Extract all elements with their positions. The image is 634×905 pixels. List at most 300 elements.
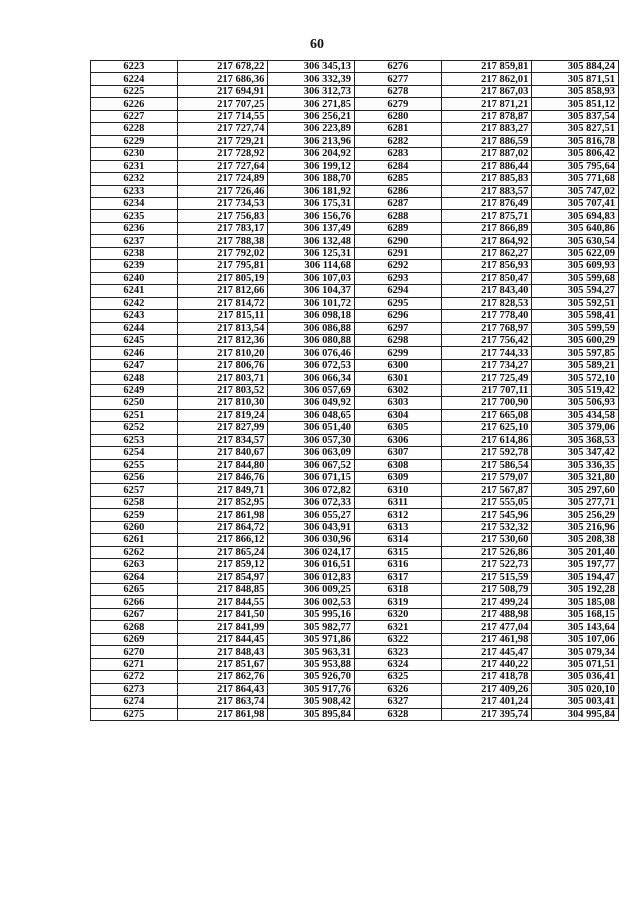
y-coordinate: 306 076,46: [268, 347, 355, 359]
x-coordinate: 217 846,76: [177, 471, 268, 483]
point-number: 6277: [354, 73, 441, 85]
table-row: [91, 148, 619, 160]
point-number: 6291: [354, 247, 441, 259]
point-number: 6236: [91, 222, 178, 234]
y-coordinate: 306 048,65: [268, 409, 355, 421]
point-number: 6228: [91, 123, 178, 135]
x-coordinate: 217 440,22: [441, 658, 532, 670]
x-coordinate: 217 812,66: [177, 285, 268, 297]
point-number: 6285: [354, 173, 441, 185]
x-coordinate: 217 844,45: [177, 633, 268, 645]
point-number: 6317: [354, 571, 441, 583]
x-coordinate: 217 727,64: [177, 160, 268, 172]
x-coordinate: 217 863,74: [177, 696, 268, 708]
y-coordinate: 305 884,24: [532, 61, 619, 73]
point-number: 6324: [354, 658, 441, 670]
y-coordinate: 305 192,28: [532, 584, 619, 596]
x-coordinate: 217 862,27: [441, 247, 532, 259]
table-row: [91, 310, 619, 322]
y-coordinate: 305 694,83: [532, 210, 619, 222]
x-coordinate: 217 854,97: [177, 571, 268, 583]
x-coordinate: 217 515,59: [441, 571, 532, 583]
table-row: [91, 484, 619, 496]
y-coordinate: 305 506,93: [532, 397, 619, 409]
x-coordinate: 217 734,27: [441, 359, 532, 371]
x-coordinate: 217 499,24: [441, 596, 532, 608]
point-number: 6297: [354, 322, 441, 334]
y-coordinate: 306 009,25: [268, 584, 355, 596]
point-number: 6315: [354, 546, 441, 558]
table-row: [91, 98, 619, 110]
table-row: [91, 434, 619, 446]
x-coordinate: 217 819,24: [177, 409, 268, 421]
point-number: 6227: [91, 110, 178, 122]
point-number: 6275: [91, 708, 178, 720]
point-number: 6309: [354, 471, 441, 483]
y-coordinate: 306 104,37: [268, 285, 355, 297]
y-coordinate: 305 336,35: [532, 459, 619, 471]
point-number: 6260: [91, 521, 178, 533]
y-coordinate: 305 297,60: [532, 484, 619, 496]
x-coordinate: 217 579,07: [441, 471, 532, 483]
point-number: 6310: [354, 484, 441, 496]
y-coordinate: 305 379,06: [532, 422, 619, 434]
point-number: 6268: [91, 621, 178, 633]
y-coordinate: 305 592,51: [532, 297, 619, 309]
table-row: [91, 85, 619, 97]
point-number: 6225: [91, 85, 178, 97]
x-coordinate: 217 856,93: [441, 260, 532, 272]
x-coordinate: 217 812,36: [177, 334, 268, 346]
point-number: 6242: [91, 297, 178, 309]
point-number: 6282: [354, 135, 441, 147]
y-coordinate: 305 036,41: [532, 671, 619, 683]
x-coordinate: 217 686,36: [177, 73, 268, 85]
x-coordinate: 217 878,87: [441, 110, 532, 122]
point-number: 6245: [91, 334, 178, 346]
point-number: 6232: [91, 173, 178, 185]
x-coordinate: 217 814,72: [177, 297, 268, 309]
x-coordinate: 217 756,83: [177, 210, 268, 222]
y-coordinate: 305 071,51: [532, 658, 619, 670]
y-coordinate: 305 630,54: [532, 235, 619, 247]
y-coordinate: 306 080,88: [268, 334, 355, 346]
table-row: [91, 559, 619, 571]
y-coordinate: 306 175,31: [268, 197, 355, 209]
x-coordinate: 217 724,89: [177, 173, 268, 185]
y-coordinate: 305 982,77: [268, 621, 355, 633]
point-number: 6292: [354, 260, 441, 272]
point-number: 6312: [354, 509, 441, 521]
x-coordinate: 217 625,10: [441, 422, 532, 434]
y-coordinate: 306 066,34: [268, 372, 355, 384]
point-number: 6240: [91, 272, 178, 284]
point-number: 6265: [91, 584, 178, 596]
point-number: 6300: [354, 359, 441, 371]
point-number: 6239: [91, 260, 178, 272]
point-number: 6313: [354, 521, 441, 533]
point-number: 6223: [91, 61, 178, 73]
y-coordinate: 305 599,68: [532, 272, 619, 284]
table-row: [91, 285, 619, 297]
y-coordinate: 305 519,42: [532, 384, 619, 396]
y-coordinate: 306 223,89: [268, 123, 355, 135]
point-number: 6321: [354, 621, 441, 633]
y-coordinate: 306 312,73: [268, 85, 355, 97]
y-coordinate: 305 806,42: [532, 148, 619, 160]
x-coordinate: 217 815,11: [177, 310, 268, 322]
x-coordinate: 217 886,59: [441, 135, 532, 147]
point-number: 6251: [91, 409, 178, 421]
point-number: 6248: [91, 372, 178, 384]
y-coordinate: 305 434,58: [532, 409, 619, 421]
table-row: [91, 646, 619, 658]
y-coordinate: 305 707,41: [532, 197, 619, 209]
y-coordinate: 306 072,82: [268, 484, 355, 496]
table-row: [91, 496, 619, 508]
x-coordinate: 217 834,57: [177, 434, 268, 446]
x-coordinate: 217 828,53: [441, 297, 532, 309]
x-coordinate: 217 871,21: [441, 98, 532, 110]
point-number: 6302: [354, 384, 441, 396]
table-row: [91, 73, 619, 85]
point-number: 6316: [354, 559, 441, 571]
y-coordinate: 305 622,09: [532, 247, 619, 259]
x-coordinate: 217 409,26: [441, 683, 532, 695]
point-number: 6241: [91, 285, 178, 297]
point-number: 6327: [354, 696, 441, 708]
table-row: [91, 384, 619, 396]
y-coordinate: 305 908,42: [268, 696, 355, 708]
point-number: 6323: [354, 646, 441, 658]
x-coordinate: 217 665,08: [441, 409, 532, 421]
point-number: 6298: [354, 334, 441, 346]
table-row: [91, 621, 619, 633]
y-coordinate: 304 995,84: [532, 708, 619, 720]
x-coordinate: 217 805,19: [177, 272, 268, 284]
point-number: 6280: [354, 110, 441, 122]
point-number: 6318: [354, 584, 441, 596]
point-number: 6311: [354, 496, 441, 508]
y-coordinate: 305 020,10: [532, 683, 619, 695]
x-coordinate: 217 555,05: [441, 496, 532, 508]
x-coordinate: 217 883,57: [441, 185, 532, 197]
y-coordinate: 305 598,41: [532, 310, 619, 322]
y-coordinate: 305 599,59: [532, 322, 619, 334]
x-coordinate: 217 614,86: [441, 434, 532, 446]
x-coordinate: 217 530,60: [441, 534, 532, 546]
x-coordinate: 217 714,55: [177, 110, 268, 122]
point-number: 6286: [354, 185, 441, 197]
y-coordinate: 305 208,38: [532, 534, 619, 546]
table-row: [91, 247, 619, 259]
point-number: 6234: [91, 197, 178, 209]
point-number: 6303: [354, 397, 441, 409]
x-coordinate: 217 783,17: [177, 222, 268, 234]
y-coordinate: 305 197,77: [532, 559, 619, 571]
x-coordinate: 217 883,27: [441, 123, 532, 135]
y-coordinate: 305 107,06: [532, 633, 619, 645]
point-number: 6230: [91, 148, 178, 160]
x-coordinate: 217 418,78: [441, 671, 532, 683]
table-row: [91, 447, 619, 459]
point-number: 6274: [91, 696, 178, 708]
x-coordinate: 217 756,42: [441, 334, 532, 346]
point-number: 6233: [91, 185, 178, 197]
point-number: 6259: [91, 509, 178, 521]
table-row: [91, 422, 619, 434]
y-coordinate: 305 871,51: [532, 73, 619, 85]
x-coordinate: 217 526,86: [441, 546, 532, 558]
y-coordinate: 305 895,84: [268, 708, 355, 720]
x-coordinate: 217 726,46: [177, 185, 268, 197]
table-row: [91, 708, 619, 720]
y-coordinate: 305 963,31: [268, 646, 355, 658]
x-coordinate: 217 849,71: [177, 484, 268, 496]
x-coordinate: 217 728,92: [177, 148, 268, 160]
table-row: [91, 459, 619, 471]
x-coordinate: 217 867,03: [441, 85, 532, 97]
y-coordinate: 305 003,41: [532, 696, 619, 708]
x-coordinate: 217 729,21: [177, 135, 268, 147]
table-row: [91, 671, 619, 683]
point-number: 6290: [354, 235, 441, 247]
point-number: 6307: [354, 447, 441, 459]
point-number: 6287: [354, 197, 441, 209]
y-coordinate: 306 101,72: [268, 297, 355, 309]
y-coordinate: 306 199,12: [268, 160, 355, 172]
y-coordinate: 306 086,88: [268, 322, 355, 334]
point-number: 6326: [354, 683, 441, 695]
point-number: 6296: [354, 310, 441, 322]
y-coordinate: 305 971,86: [268, 633, 355, 645]
point-number: 6272: [91, 671, 178, 683]
x-coordinate: 217 861,98: [177, 708, 268, 720]
x-coordinate: 217 848,85: [177, 584, 268, 596]
y-coordinate: 305 926,70: [268, 671, 355, 683]
table-row: [91, 509, 619, 521]
x-coordinate: 217 586,54: [441, 459, 532, 471]
x-coordinate: 217 864,72: [177, 521, 268, 533]
y-coordinate: 305 858,93: [532, 85, 619, 97]
x-coordinate: 217 803,52: [177, 384, 268, 396]
table-row: [91, 471, 619, 483]
table-row: [91, 584, 619, 596]
table-row: [91, 658, 619, 670]
table-row: [91, 160, 619, 172]
x-coordinate: 217 744,33: [441, 347, 532, 359]
point-number: 6304: [354, 409, 441, 421]
point-number: 6270: [91, 646, 178, 658]
y-coordinate: 305 079,34: [532, 646, 619, 658]
table-row: [91, 235, 619, 247]
table-row: [91, 260, 619, 272]
y-coordinate: 306 057,69: [268, 384, 355, 396]
x-coordinate: 217 813,54: [177, 322, 268, 334]
x-coordinate: 217 707,25: [177, 98, 268, 110]
point-number: 6271: [91, 658, 178, 670]
x-coordinate: 217 886,44: [441, 160, 532, 172]
y-coordinate: 305 216,96: [532, 521, 619, 533]
table-row: [91, 633, 619, 645]
x-coordinate: 217 844,80: [177, 459, 268, 471]
x-coordinate: 217 508,79: [441, 584, 532, 596]
point-number: 6244: [91, 322, 178, 334]
y-coordinate: 305 194,47: [532, 571, 619, 583]
table-row: [91, 334, 619, 346]
x-coordinate: 217 727,74: [177, 123, 268, 135]
point-number: 6295: [354, 297, 441, 309]
point-number: 6283: [354, 148, 441, 160]
table-row: [91, 696, 619, 708]
y-coordinate: 306 125,31: [268, 247, 355, 259]
y-coordinate: 305 347,42: [532, 447, 619, 459]
x-coordinate: 217 522,73: [441, 559, 532, 571]
x-coordinate: 217 841,99: [177, 621, 268, 633]
y-coordinate: 306 156,76: [268, 210, 355, 222]
point-number: 6301: [354, 372, 441, 384]
y-coordinate: 305 816,78: [532, 135, 619, 147]
point-number: 6294: [354, 285, 441, 297]
point-number: 6226: [91, 98, 178, 110]
point-number: 6254: [91, 447, 178, 459]
y-coordinate: 306 063,09: [268, 447, 355, 459]
coordinates-table-body: [91, 61, 619, 721]
table-row: [91, 534, 619, 546]
y-coordinate: 306 051,40: [268, 422, 355, 434]
x-coordinate: 217 461,98: [441, 633, 532, 645]
y-coordinate: 305 168,15: [532, 608, 619, 620]
y-coordinate: 305 277,71: [532, 496, 619, 508]
y-coordinate: 305 368,53: [532, 434, 619, 446]
point-number: 6264: [91, 571, 178, 583]
x-coordinate: 217 861,98: [177, 509, 268, 521]
point-number: 6266: [91, 596, 178, 608]
point-number: 6320: [354, 608, 441, 620]
x-coordinate: 217 545,96: [441, 509, 532, 521]
x-coordinate: 217 532,32: [441, 521, 532, 533]
y-coordinate: 305 827,51: [532, 123, 619, 135]
point-number: 6229: [91, 135, 178, 147]
point-number: 6276: [354, 61, 441, 73]
y-coordinate: 306 213,96: [268, 135, 355, 147]
x-coordinate: 217 850,47: [441, 272, 532, 284]
table-row: [91, 596, 619, 608]
point-number: 6243: [91, 310, 178, 322]
x-coordinate: 217 592,78: [441, 447, 532, 459]
table-row: [91, 272, 619, 284]
x-coordinate: 217 678,22: [177, 61, 268, 73]
point-number: 6308: [354, 459, 441, 471]
y-coordinate: 305 185,08: [532, 596, 619, 608]
point-number: 6256: [91, 471, 178, 483]
x-coordinate: 217 788,38: [177, 235, 268, 247]
point-number: 6299: [354, 347, 441, 359]
x-coordinate: 217 806,76: [177, 359, 268, 371]
point-number: 6325: [354, 671, 441, 683]
point-number: 6238: [91, 247, 178, 259]
y-coordinate: 306 271,85: [268, 98, 355, 110]
x-coordinate: 217 810,20: [177, 347, 268, 359]
table-row: [91, 61, 619, 73]
point-number: 6322: [354, 633, 441, 645]
table-row: [91, 222, 619, 234]
point-number: 6284: [354, 160, 441, 172]
x-coordinate: 217 567,87: [441, 484, 532, 496]
x-coordinate: 217 864,92: [441, 235, 532, 247]
y-coordinate: 306 132,48: [268, 235, 355, 247]
x-coordinate: 217 827,99: [177, 422, 268, 434]
x-coordinate: 217 488,98: [441, 608, 532, 620]
point-number: 6278: [354, 85, 441, 97]
table-row: [91, 197, 619, 209]
y-coordinate: 305 609,93: [532, 260, 619, 272]
point-number: 6269: [91, 633, 178, 645]
x-coordinate: 217 694,91: [177, 85, 268, 97]
y-coordinate: 306 256,21: [268, 110, 355, 122]
table-row: [91, 372, 619, 384]
point-number: 6263: [91, 559, 178, 571]
point-number: 6319: [354, 596, 441, 608]
table-row: [91, 322, 619, 334]
y-coordinate: 306 345,13: [268, 61, 355, 73]
x-coordinate: 217 862,76: [177, 671, 268, 683]
y-coordinate: 306 181,92: [268, 185, 355, 197]
y-coordinate: 305 995,16: [268, 608, 355, 620]
table-row: [91, 173, 619, 185]
table-row: [91, 409, 619, 421]
x-coordinate: 217 810,30: [177, 397, 268, 409]
x-coordinate: 217 803,71: [177, 372, 268, 384]
y-coordinate: 306 030,96: [268, 534, 355, 546]
y-coordinate: 305 589,21: [532, 359, 619, 371]
x-coordinate: 217 707,11: [441, 384, 532, 396]
table-row: [91, 347, 619, 359]
y-coordinate: 306 072,53: [268, 359, 355, 371]
x-coordinate: 217 477,04: [441, 621, 532, 633]
x-coordinate: 217 843,40: [441, 285, 532, 297]
y-coordinate: 306 107,03: [268, 272, 355, 284]
table-row: [91, 546, 619, 558]
x-coordinate: 217 841,50: [177, 608, 268, 620]
y-coordinate: 306 024,17: [268, 546, 355, 558]
point-number: 6231: [91, 160, 178, 172]
x-coordinate: 217 792,02: [177, 247, 268, 259]
y-coordinate: 305 917,76: [268, 683, 355, 695]
y-coordinate: 306 049,92: [268, 397, 355, 409]
x-coordinate: 217 862,01: [441, 73, 532, 85]
point-number: 6252: [91, 422, 178, 434]
y-coordinate: 306 204,92: [268, 148, 355, 160]
table-row: [91, 123, 619, 135]
x-coordinate: 217 859,12: [177, 559, 268, 571]
table-row: [91, 110, 619, 122]
y-coordinate: 306 012,83: [268, 571, 355, 583]
y-coordinate: 305 795,64: [532, 160, 619, 172]
y-coordinate: 306 098,18: [268, 310, 355, 322]
y-coordinate: 306 137,49: [268, 222, 355, 234]
y-coordinate: 306 067,52: [268, 459, 355, 471]
y-coordinate: 306 072,33: [268, 496, 355, 508]
x-coordinate: 217 395,74: [441, 708, 532, 720]
point-number: 6250: [91, 397, 178, 409]
x-coordinate: 217 866,12: [177, 534, 268, 546]
point-number: 6249: [91, 384, 178, 396]
x-coordinate: 217 859,81: [441, 61, 532, 73]
y-coordinate: 305 572,10: [532, 372, 619, 384]
point-number: 6305: [354, 422, 441, 434]
y-coordinate: 306 188,70: [268, 173, 355, 185]
